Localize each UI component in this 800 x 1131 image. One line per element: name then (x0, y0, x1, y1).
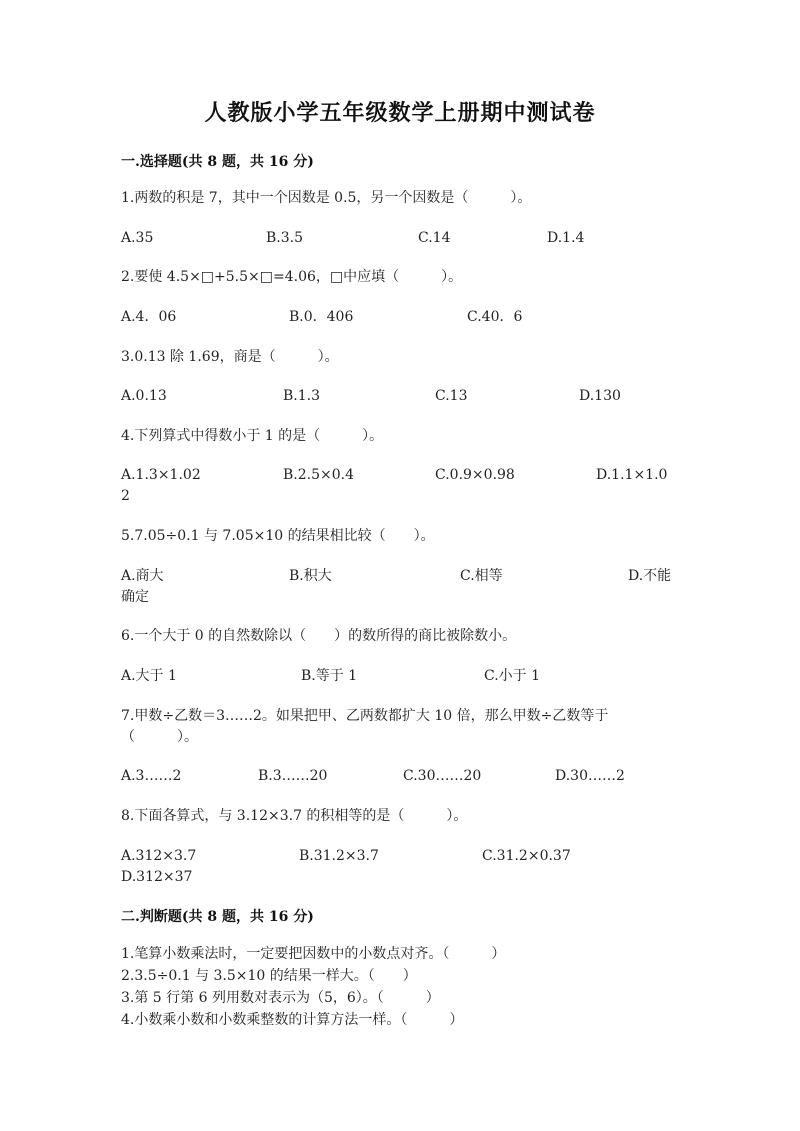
question-3-option-d: D.130 (579, 388, 621, 404)
question-7-option-a: A.3……2 (121, 768, 182, 784)
question-1-option-b: B.3.5 (266, 230, 304, 246)
question-7-stem: 7.甲数÷乙数＝3……2。如果把甲、乙两数都扩大 10 倍，那么甲数÷乙数等于 (121, 708, 609, 724)
question-4-stem: 4.下列算式中得数小于 1 的是（ ）。 (121, 428, 384, 444)
question-3-stem: 3.0.13 除 1.69，商是（ ）。 (121, 349, 339, 365)
judgement-item-4: 4.小数乘小数和小数乘整数的计算方法一样。（ ） (121, 1012, 464, 1028)
question-4-option-d-wrap: 2 (121, 488, 130, 504)
question-1-stem: 1.两数的积是 7，其中一个因数是 0.5，另一个因数是（ ）。 (121, 190, 532, 206)
question-8-option-c: C.31.2×0.37 (482, 848, 571, 864)
question-3-option-c: C.13 (435, 388, 468, 404)
question-5-option-d: D.不能 (628, 568, 672, 584)
question-5-option-c: C.相等 (460, 568, 503, 584)
question-1-option-c: C.14 (418, 230, 451, 246)
question-1-option-d: D.1.4 (547, 230, 585, 246)
question-6-option-a: A.大于 1 (121, 668, 177, 684)
question-2-option-b: B.0．406 (289, 309, 354, 325)
question-6-stem: 6.一个大于 0 的自然数除以（ ）的数所得的商比被除数小。 (121, 628, 517, 644)
question-1-option-a: A.35 (121, 230, 154, 246)
question-5-option-a: A.商大 (121, 568, 164, 584)
page-title: 人教版小学五年级数学上册期中测试卷 (204, 100, 596, 126)
question-7-option-c: C.30……20 (403, 768, 482, 784)
question-2-option-a: A.4．06 (121, 309, 177, 325)
question-3-option-a: A.0.13 (121, 388, 167, 404)
question-7-option-d: D.30……2 (555, 768, 625, 784)
question-6-option-c: C.小于 1 (484, 668, 541, 684)
judgement-item-3: 3.第 5 行第 6 列用数对表示为（5，6）。（ ） (121, 990, 440, 1006)
question-7-stem-wrap: （ ）。 (121, 729, 198, 745)
question-3-option-b: B.1.3 (283, 388, 321, 404)
judgement-item-2: 2.3.5÷0.1 与 3.5×10 的结果一样大。（ ） (121, 968, 417, 984)
judgement-item-1: 1.笔算小数乘法时，一定要把因数中的小数点对齐。（ ） (121, 946, 506, 962)
question-6-option-b: B.等于 1 (301, 668, 358, 684)
question-8-option-a: A.312×3.7 (121, 848, 197, 864)
question-2-stem: 2.要使 4.5×□+5.5×□=4.06，□中应填（ ）。 (121, 269, 463, 285)
question-7-option-b: B.3……20 (258, 768, 328, 784)
question-4-option-a: A.1.3×1.02 (121, 467, 201, 483)
question-2-option-c: C.40．6 (467, 309, 523, 325)
question-8-option-d: D.312×37 (121, 869, 193, 885)
question-5-option-b: B.积大 (289, 568, 332, 584)
section-header-judgement: 二.判断题(共 8 题，共 16 分) (121, 909, 314, 925)
section-header-choice: 一.选择题(共 8 题，共 16 分) (121, 154, 314, 170)
question-4-option-b: B.2.5×0.4 (283, 467, 354, 483)
question-5-option-d-wrap: 确定 (121, 589, 149, 605)
question-4-option-d: D.1.1×1.0 (596, 467, 668, 483)
question-5-stem: 5.7.05÷0.1 与 7.05×10 的结果相比较（ ）。 (121, 528, 435, 544)
question-8-stem: 8.下面各算式，与 3.12×3.7 的积相等的是（ ）。 (121, 808, 468, 824)
question-4-option-c: C.0.9×0.98 (435, 467, 515, 483)
question-8-option-b: B.31.2×3.7 (299, 848, 379, 864)
